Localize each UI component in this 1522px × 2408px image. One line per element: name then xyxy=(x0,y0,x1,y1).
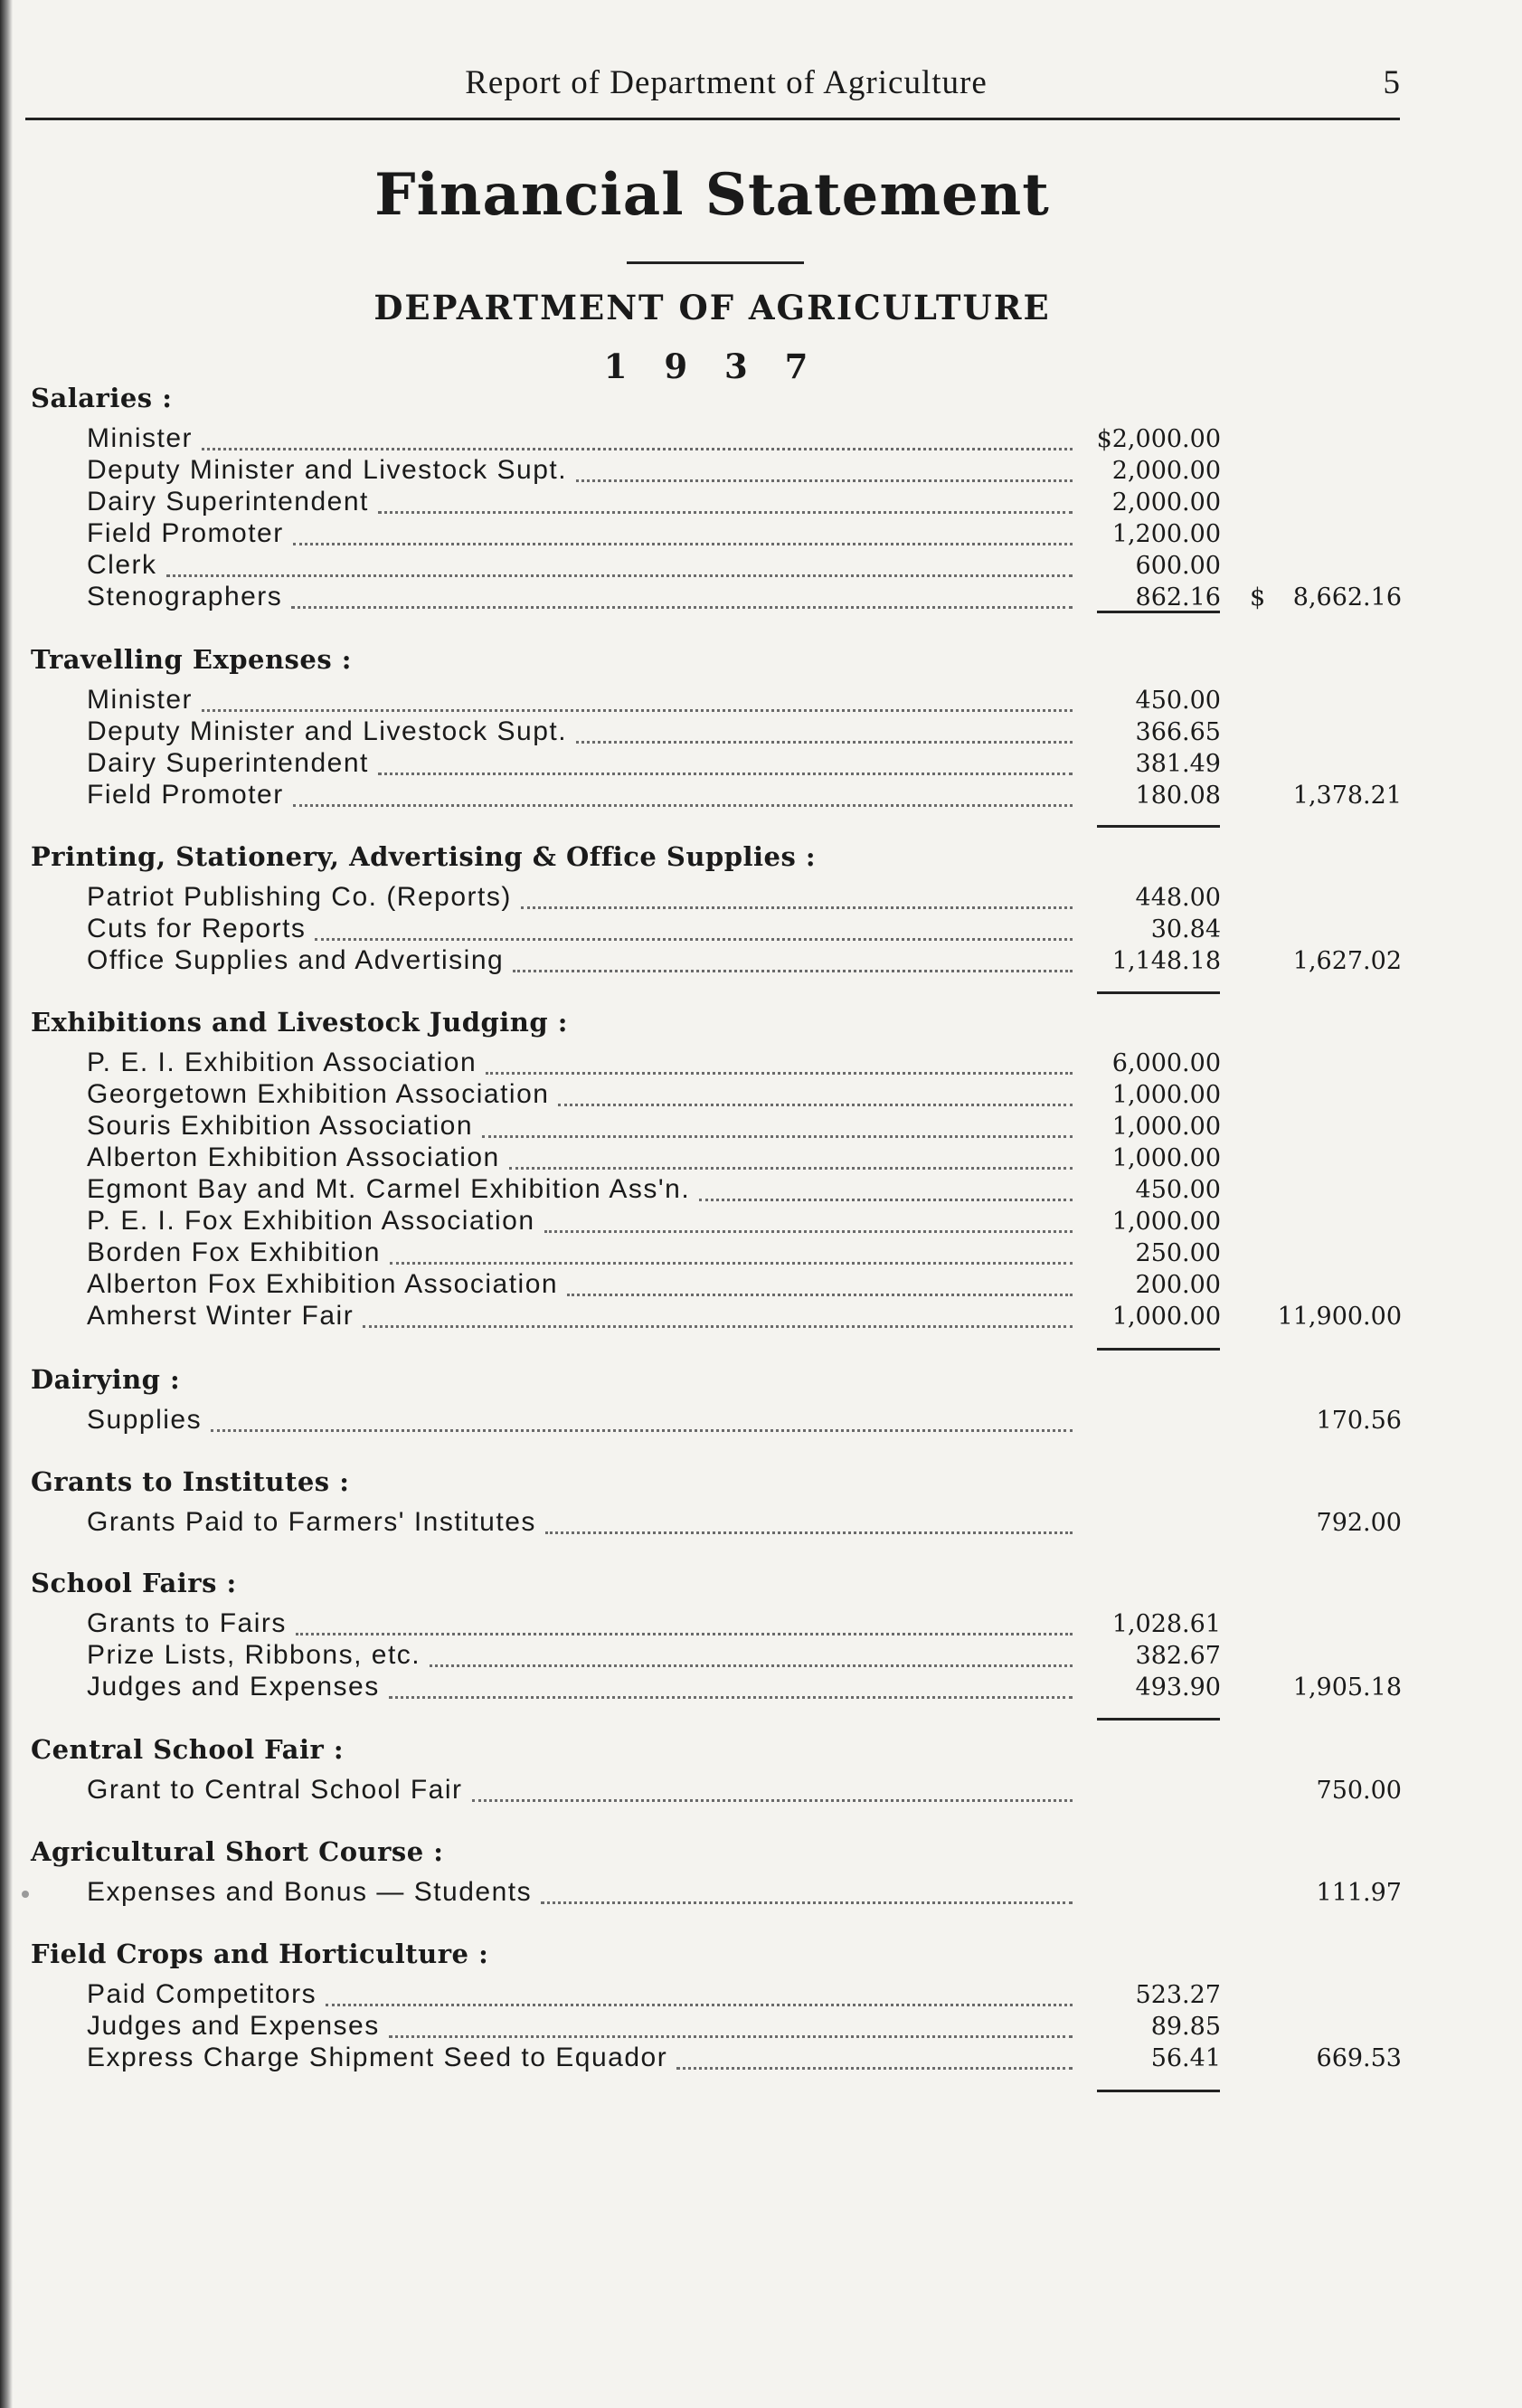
leader-dots xyxy=(430,1663,1073,1667)
line-item-amount: 450.00 xyxy=(1135,687,1221,715)
line-item xyxy=(87,1877,1073,1910)
line-item-amount: 56.41 xyxy=(1150,2044,1221,2072)
section-title: Agricultural Short Course : xyxy=(31,1836,444,1867)
line-item-label: Alberton Fox Exhibition Association xyxy=(87,1269,559,1299)
subtotal-rule xyxy=(1097,991,1220,994)
section-total: 669.53 xyxy=(1316,2044,1402,2072)
subtotal-rule xyxy=(1097,825,1220,828)
line-item-label: Alberton Exhibition Association xyxy=(87,1142,500,1172)
line-item xyxy=(87,550,1073,583)
line-item-amount: 200.00 xyxy=(1135,1271,1221,1299)
line-item xyxy=(87,1405,1073,1437)
section-total: 11,900.00 xyxy=(1277,1303,1402,1331)
line-item-amount: 2,000.00 xyxy=(1111,457,1221,485)
line-item-amount: 862.16 xyxy=(1135,583,1221,611)
line-item xyxy=(87,780,1073,812)
leader-dots xyxy=(472,1797,1073,1802)
line-item-amount: 6,000.00 xyxy=(1111,1049,1221,1077)
line-item-label: Office Supplies and Advertising xyxy=(87,945,505,975)
leader-dots xyxy=(545,1530,1073,1534)
leader-dots xyxy=(390,1260,1073,1265)
line-item xyxy=(87,1142,1073,1175)
line-item-label: Grants to Fairs xyxy=(87,1608,287,1638)
section-total: 111.97 xyxy=(1316,1879,1402,1907)
leader-dots xyxy=(315,936,1073,941)
subtotal-rule xyxy=(1097,611,1220,613)
line-item xyxy=(87,1507,1073,1540)
leader-dots xyxy=(326,2002,1073,2006)
line-item-amount: 1,000.00 xyxy=(1111,1208,1221,1236)
line-item-label: Deputy Minister and Livestock Supt. xyxy=(87,455,568,485)
line-item-label: Stenographers xyxy=(87,582,283,611)
department-heading: DEPARTMENT OF AGRICULTURE xyxy=(373,288,1051,327)
line-item-amount: 382.67 xyxy=(1135,1642,1221,1670)
line-item xyxy=(87,1174,1073,1207)
line-item-label: Judges and Expenses xyxy=(87,2011,380,2041)
line-item-label: Minister xyxy=(87,685,194,715)
line-item-label: Dairy Superintendent xyxy=(87,748,369,778)
line-item-label: Georgetown Exhibition Association xyxy=(87,1079,550,1109)
leader-dots xyxy=(378,509,1073,514)
line-item-label: Clerk xyxy=(87,550,157,580)
section-title: Field Crops and Horticulture : xyxy=(31,1939,489,1969)
line-item-amount: 250.00 xyxy=(1135,1239,1221,1267)
leader-dots xyxy=(513,968,1073,972)
line-item-label: Supplies xyxy=(87,1405,203,1435)
line-item-label: Field Promoter xyxy=(87,518,284,548)
line-item xyxy=(87,455,1073,488)
line-item-label: Cuts for Reports xyxy=(87,914,307,943)
line-item-label: Dairy Superintendent xyxy=(87,487,369,517)
line-item-label: Field Promoter xyxy=(87,780,284,810)
leader-dots xyxy=(541,1900,1073,1904)
line-item-label: Minister xyxy=(87,423,194,453)
line-item-amount: 1,148.18 xyxy=(1111,947,1221,975)
section-total: 170.56 xyxy=(1316,1407,1402,1435)
section-total: 1,905.18 xyxy=(1292,1673,1402,1702)
leader-dots xyxy=(296,1631,1073,1635)
line-item-label: Patriot Publishing Co. (Reports) xyxy=(87,882,512,912)
section-total: 792.00 xyxy=(1316,1509,1402,1537)
line-item-label: Judges and Expenses xyxy=(87,1672,380,1702)
line-item-amount: 366.65 xyxy=(1135,718,1221,746)
line-item xyxy=(87,685,1073,717)
line-item xyxy=(87,1269,1073,1302)
line-item xyxy=(87,1775,1073,1807)
line-item xyxy=(87,945,1073,978)
section-title: Salaries : xyxy=(31,383,173,413)
line-item xyxy=(87,2011,1073,2043)
line-item xyxy=(87,1206,1073,1238)
line-item-amount: 89.85 xyxy=(1150,2013,1221,2041)
leader-dots xyxy=(202,707,1073,712)
line-item-amount: 1,000.00 xyxy=(1111,1303,1221,1331)
line-item-label: Grant to Central School Fair xyxy=(87,1775,463,1805)
year-heading: 1 9 3 7 xyxy=(603,346,821,386)
section-total: 8,662.16 xyxy=(1292,583,1402,611)
leader-dots xyxy=(291,604,1073,609)
leader-dots xyxy=(576,478,1073,482)
line-item-amount: 1,000.00 xyxy=(1111,1081,1221,1109)
line-item-amount: 1,200.00 xyxy=(1111,520,1221,548)
leader-dots xyxy=(521,905,1073,909)
leader-dots xyxy=(509,1165,1073,1170)
section-title: School Fairs : xyxy=(31,1568,237,1598)
leader-dots xyxy=(544,1228,1073,1233)
line-item-amount: 30.84 xyxy=(1150,915,1221,943)
section-title: Travelling Expenses : xyxy=(31,644,352,675)
line-item-label: Souris Exhibition Association xyxy=(87,1111,474,1141)
line-item-label: Prize Lists, Ribbons, etc. xyxy=(87,1640,421,1670)
leader-dots xyxy=(378,771,1073,775)
line-item-amount: 180.08 xyxy=(1135,782,1221,810)
line-item-amount: $2,000.00 xyxy=(1096,425,1221,453)
line-item xyxy=(87,423,1073,456)
leader-dots xyxy=(486,1070,1073,1075)
section-title: Exhibitions and Livestock Judging : xyxy=(31,1007,568,1038)
print-speck xyxy=(22,1891,29,1898)
line-item-label: Borden Fox Exhibition xyxy=(87,1237,381,1267)
line-item xyxy=(87,914,1073,946)
subtotal-rule xyxy=(1097,2090,1220,2092)
leader-dots xyxy=(166,573,1073,577)
line-item xyxy=(87,1301,1073,1333)
line-item xyxy=(87,1640,1073,1673)
line-item-amount: 450.00 xyxy=(1135,1176,1221,1204)
line-item xyxy=(87,2043,1073,2075)
leader-dots xyxy=(363,1323,1073,1328)
leader-dots xyxy=(211,1427,1073,1432)
page-number: 5 xyxy=(1383,64,1400,101)
leader-dots xyxy=(567,1292,1073,1296)
line-item-amount: 493.90 xyxy=(1135,1673,1221,1702)
section-total: 750.00 xyxy=(1316,1777,1402,1805)
line-item xyxy=(87,1979,1073,2012)
line-item-label: P. E. I. Exhibition Association xyxy=(87,1048,477,1077)
line-item-amount: 381.49 xyxy=(1135,750,1221,778)
subtotal-rule xyxy=(1097,1348,1220,1351)
line-item-amount: 1,000.00 xyxy=(1111,1113,1221,1141)
leader-dots xyxy=(558,1102,1073,1106)
line-item xyxy=(87,1608,1073,1641)
line-item xyxy=(87,1237,1073,1270)
line-item-amount: 1,028.61 xyxy=(1111,1610,1221,1638)
page-title: Financial Statement xyxy=(374,161,1050,229)
line-item-label: Egmont Bay and Mt. Carmel Exhibition Ass'n. xyxy=(87,1174,691,1204)
section-title: Dairying : xyxy=(31,1364,181,1395)
line-item-amount: 523.27 xyxy=(1135,1981,1221,2009)
line-item xyxy=(87,748,1073,781)
line-item-amount: 600.00 xyxy=(1135,552,1221,580)
line-item xyxy=(87,582,1073,614)
line-item-label: Deputy Minister and Livestock Supt. xyxy=(87,716,568,746)
leader-dots xyxy=(293,541,1073,545)
subtotal-rule xyxy=(1097,1718,1220,1721)
line-item xyxy=(87,1672,1073,1704)
line-item-label: P. E. I. Fox Exhibition Association xyxy=(87,1206,535,1236)
line-item xyxy=(87,716,1073,749)
line-item-label: Paid Competitors xyxy=(87,1979,317,2009)
leader-dots xyxy=(576,739,1073,744)
leader-dots xyxy=(676,2065,1073,2070)
section-title: Central School Fair : xyxy=(31,1734,345,1765)
line-item xyxy=(87,487,1073,519)
line-item xyxy=(87,1079,1073,1112)
leader-dots xyxy=(482,1133,1073,1138)
leader-dots xyxy=(202,446,1073,450)
line-item-amount: 448.00 xyxy=(1135,884,1221,912)
section-title: Grants to Institutes : xyxy=(31,1466,350,1497)
line-item xyxy=(87,1111,1073,1143)
line-item-label: Grants Paid to Farmers' Institutes xyxy=(87,1507,536,1537)
leader-dots xyxy=(389,1694,1073,1699)
line-item-amount: 2,000.00 xyxy=(1111,488,1221,517)
section-total: 1,627.02 xyxy=(1292,947,1402,975)
leader-dots xyxy=(389,2034,1073,2038)
line-item-label: Amherst Winter Fair xyxy=(87,1301,355,1331)
line-item xyxy=(87,1048,1073,1080)
line-item-label: Expenses and Bonus — Students xyxy=(87,1877,533,1907)
line-item xyxy=(87,518,1073,551)
total-currency-symbol: $ xyxy=(1250,583,1266,611)
leader-dots xyxy=(293,802,1073,807)
line-item-amount: 1,000.00 xyxy=(1111,1144,1221,1172)
line-item-label: Express Charge Shipment Seed to Equador xyxy=(87,2043,668,2072)
section-title: Printing, Stationery, Advertising & Office Supplies : xyxy=(31,841,817,872)
leader-dots xyxy=(699,1197,1073,1201)
line-item xyxy=(87,882,1073,915)
running-title: Report of Department of Agriculture xyxy=(465,64,988,101)
section-total: 1,378.21 xyxy=(1292,782,1402,810)
